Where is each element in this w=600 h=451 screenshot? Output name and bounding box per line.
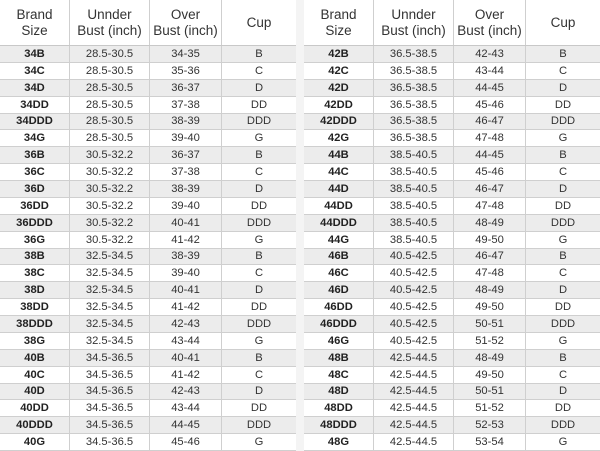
- cell-over-bust: 50-51: [454, 384, 526, 400]
- cell-cup: DD: [554, 301, 572, 314]
- header-cup: Cup: [246, 14, 272, 30]
- table-row: [0, 299, 296, 316]
- cell-over-bust: 45-46: [454, 164, 526, 180]
- cell-brand-size: 36G: [0, 232, 70, 248]
- table-row: [304, 147, 600, 164]
- cell-brand-size: 40DDD: [0, 417, 70, 433]
- cell-under-bust: 28.5-30.5: [70, 114, 150, 130]
- table-row: [304, 434, 600, 451]
- cell-brand-size: 46D: [304, 282, 374, 298]
- cell-cup: C: [558, 368, 568, 381]
- cell-under-bust: 42.5-44.5: [374, 350, 454, 366]
- cell-cup: G: [254, 233, 264, 246]
- cell-under-bust: 42.5-44.5: [374, 384, 454, 400]
- cell-brand-size: 38C: [0, 265, 70, 281]
- table-header: [0, 0, 296, 46]
- cell-brand-size: 46B: [304, 249, 374, 265]
- table-row: [0, 434, 296, 451]
- cell-cup: B: [255, 47, 263, 60]
- cell-brand-size: 40C: [0, 367, 70, 383]
- cell-brand-size: 38DD: [0, 299, 70, 315]
- cell-over-bust: 43-44: [150, 400, 222, 416]
- cell-under-bust: 40.5-42.5: [374, 265, 454, 281]
- cell-brand-size: 42DDD: [304, 114, 374, 130]
- cell-over-bust: 45-46: [454, 97, 526, 113]
- cell-under-bust: 40.5-42.5: [374, 299, 454, 315]
- cell-brand-size: 46G: [304, 333, 374, 349]
- cell-cup: B: [559, 149, 567, 162]
- cell-cup: DD: [250, 301, 268, 314]
- table-row: [0, 316, 296, 333]
- cell-brand-size: 44G: [304, 232, 374, 248]
- table-row: [0, 232, 296, 249]
- cell-brand-size: 42C: [304, 63, 374, 79]
- cell-over-bust: 38-39: [150, 181, 222, 197]
- table-row: [0, 367, 296, 384]
- cell-over-bust: 44-45: [454, 80, 526, 96]
- cell-under-bust: 42.5-44.5: [374, 400, 454, 416]
- table-row: [304, 181, 600, 198]
- cell-under-bust: 28.5-30.5: [70, 63, 150, 79]
- cell-over-bust: 42-43: [150, 316, 222, 332]
- cell-over-bust: 36-37: [150, 147, 222, 163]
- cell-over-bust: 45-46: [150, 434, 222, 450]
- cell-brand-size: 48B: [304, 350, 374, 366]
- cell-under-bust: 28.5-30.5: [70, 130, 150, 146]
- cell-cup: DD: [554, 402, 572, 415]
- cell-brand-size: 36DDD: [0, 215, 70, 231]
- cell-brand-size: 40DD: [0, 400, 70, 416]
- table-row: [0, 198, 296, 215]
- table-row: [0, 46, 296, 63]
- table-row: [304, 63, 600, 80]
- cell-over-bust: 46-47: [454, 181, 526, 197]
- cell-cup: DD: [554, 199, 572, 212]
- cell-under-bust: 32.5-34.5: [70, 333, 150, 349]
- cell-under-bust: 38.5-40.5: [374, 164, 454, 180]
- cell-over-bust: 43-44: [454, 63, 526, 79]
- cell-over-bust: 44-45: [454, 147, 526, 163]
- cell-cup: D: [254, 81, 264, 94]
- cell-under-bust: 34.5-36.5: [70, 350, 150, 366]
- cell-under-bust: 34.5-36.5: [70, 417, 150, 433]
- cell-cup: B: [559, 351, 567, 364]
- cell-under-bust: 36.5-38.5: [374, 130, 454, 146]
- cell-brand-size: 42G: [304, 130, 374, 146]
- table-row: [304, 97, 600, 114]
- size-table-right: [304, 0, 600, 450]
- cell-under-bust: 34.5-36.5: [70, 434, 150, 450]
- cell-over-bust: 39-40: [150, 130, 222, 146]
- cell-over-bust: 34-35: [150, 46, 222, 62]
- cell-over-bust: 53-54: [454, 434, 526, 450]
- cell-cup: B: [559, 47, 567, 60]
- cell-cup: DDD: [550, 419, 576, 432]
- cell-cup: C: [558, 64, 568, 77]
- table-row: [304, 417, 600, 434]
- cell-brand-size: 46C: [304, 265, 374, 281]
- header-under-bust: Unnder Bust (inch): [70, 0, 150, 45]
- table-row: [0, 114, 296, 131]
- cell-brand-size: 40G: [0, 434, 70, 450]
- table-row: [304, 80, 600, 97]
- table-row: [304, 265, 600, 282]
- cell-cup: C: [254, 166, 264, 179]
- cell-over-bust: 44-45: [150, 417, 222, 433]
- cell-over-bust: 49-50: [454, 232, 526, 248]
- cell-brand-size: 44B: [304, 147, 374, 163]
- cell-under-bust: 40.5-42.5: [374, 333, 454, 349]
- cell-brand-size: 38B: [0, 249, 70, 265]
- cell-cup: C: [558, 166, 568, 179]
- cell-over-bust: 48-49: [454, 282, 526, 298]
- cell-over-bust: 41-42: [150, 232, 222, 248]
- table-row: [304, 333, 600, 350]
- cell-over-bust: 48-49: [454, 350, 526, 366]
- cell-brand-size: 46DD: [304, 299, 374, 315]
- cell-brand-size: 34DDD: [0, 114, 70, 130]
- cell-over-bust: 52-53: [454, 417, 526, 433]
- cell-over-bust: 51-52: [454, 400, 526, 416]
- header-over-bust: Over Bust (inch): [150, 0, 222, 45]
- cell-under-bust: 34.5-36.5: [70, 367, 150, 383]
- cell-cup: G: [558, 233, 568, 246]
- cell-cup: D: [558, 385, 568, 398]
- cell-cup: D: [254, 284, 264, 297]
- cell-brand-size: 40B: [0, 350, 70, 366]
- cell-brand-size: 38DDD: [0, 316, 70, 332]
- cell-cup: D: [558, 182, 568, 195]
- header-brand-size: Brand Size: [0, 0, 70, 45]
- table-row: [0, 147, 296, 164]
- cell-cup: DD: [250, 402, 268, 415]
- cell-cup: B: [559, 250, 567, 263]
- table-row: [304, 350, 600, 367]
- cell-brand-size: 34D: [0, 80, 70, 96]
- table-row: [0, 417, 296, 434]
- cell-under-bust: 32.5-34.5: [70, 249, 150, 265]
- cell-cup: B: [255, 351, 263, 364]
- cell-over-bust: 38-39: [150, 249, 222, 265]
- table-body: [0, 46, 296, 451]
- cell-brand-size: 34DD: [0, 97, 70, 113]
- cell-over-bust: 40-41: [150, 350, 222, 366]
- cell-under-bust: 36.5-38.5: [374, 97, 454, 113]
- cell-under-bust: 40.5-42.5: [374, 249, 454, 265]
- header-cup: Cup: [550, 14, 576, 30]
- cell-cup: D: [558, 81, 568, 94]
- cell-brand-size: 36D: [0, 181, 70, 197]
- table-row: [0, 181, 296, 198]
- cell-cup: B: [255, 149, 263, 162]
- table-row: [304, 282, 600, 299]
- cell-over-bust: 51-52: [454, 333, 526, 349]
- cell-cup: B: [255, 250, 263, 263]
- cell-under-bust: 36.5-38.5: [374, 114, 454, 130]
- cell-brand-size: 46DDD: [304, 316, 374, 332]
- table-row: [304, 198, 600, 215]
- cell-under-bust: 34.5-36.5: [70, 384, 150, 400]
- cell-brand-size: 48DD: [304, 400, 374, 416]
- cell-over-bust: 42-43: [454, 46, 526, 62]
- table-body: [304, 46, 600, 451]
- table-row: [304, 232, 600, 249]
- table-row: [0, 130, 296, 147]
- cell-over-bust: 49-50: [454, 299, 526, 315]
- cell-under-bust: 36.5-38.5: [374, 63, 454, 79]
- cell-under-bust: 40.5-42.5: [374, 282, 454, 298]
- cell-brand-size: 44DD: [304, 198, 374, 214]
- table-row: [304, 384, 600, 401]
- cell-over-bust: 40-41: [150, 215, 222, 231]
- cell-under-bust: 38.5-40.5: [374, 232, 454, 248]
- cell-cup: DD: [250, 199, 268, 212]
- cell-under-bust: 36.5-38.5: [374, 80, 454, 96]
- cell-cup: D: [558, 284, 568, 297]
- cell-under-bust: 38.5-40.5: [374, 198, 454, 214]
- cell-under-bust: 38.5-40.5: [374, 147, 454, 163]
- cell-brand-size: 44D: [304, 181, 374, 197]
- cell-brand-size: 34B: [0, 46, 70, 62]
- table-row: [0, 63, 296, 80]
- table-row: [304, 367, 600, 384]
- cell-under-bust: 34.5-36.5: [70, 400, 150, 416]
- cell-brand-size: 34G: [0, 130, 70, 146]
- cell-over-bust: 47-48: [454, 265, 526, 281]
- cell-over-bust: 37-38: [150, 164, 222, 180]
- cell-brand-size: 42D: [304, 80, 374, 96]
- cell-cup: C: [254, 267, 264, 280]
- table-row: [0, 164, 296, 181]
- cell-over-bust: 38-39: [150, 114, 222, 130]
- cell-over-bust: 40-41: [150, 282, 222, 298]
- size-table-left: [0, 0, 296, 450]
- cell-cup: G: [558, 334, 568, 347]
- cell-over-bust: 49-50: [454, 367, 526, 383]
- cell-cup: DDD: [550, 115, 576, 128]
- cell-brand-size: 48DDD: [304, 417, 374, 433]
- cell-cup: C: [558, 267, 568, 280]
- cell-under-bust: 28.5-30.5: [70, 97, 150, 113]
- cell-over-bust: 47-48: [454, 198, 526, 214]
- table-row: [0, 265, 296, 282]
- cell-cup: G: [558, 436, 568, 449]
- cell-cup: DDD: [246, 317, 272, 330]
- cell-over-bust: 48-49: [454, 215, 526, 231]
- cell-cup: DDD: [246, 419, 272, 432]
- cell-over-bust: 41-42: [150, 299, 222, 315]
- cell-cup: G: [254, 132, 264, 145]
- cell-brand-size: 42DD: [304, 97, 374, 113]
- table-row: [0, 333, 296, 350]
- table-row: [0, 215, 296, 232]
- cell-under-bust: 40.5-42.5: [374, 316, 454, 332]
- table-row: [304, 400, 600, 417]
- cell-under-bust: 30.5-32.2: [70, 215, 150, 231]
- cell-under-bust: 30.5-32.2: [70, 147, 150, 163]
- cell-brand-size: 34C: [0, 63, 70, 79]
- cell-cup: DD: [554, 98, 572, 111]
- cell-brand-size: 48D: [304, 384, 374, 400]
- table-header: [304, 0, 600, 46]
- table-row: [0, 97, 296, 114]
- cell-over-bust: 43-44: [150, 333, 222, 349]
- cell-over-bust: 46-47: [454, 249, 526, 265]
- cell-cup: C: [254, 368, 264, 381]
- cell-over-bust: 41-42: [150, 367, 222, 383]
- cell-under-bust: 42.5-44.5: [374, 434, 454, 450]
- cell-cup: DD: [250, 98, 268, 111]
- cell-under-bust: 32.5-34.5: [70, 265, 150, 281]
- cell-cup: C: [254, 64, 264, 77]
- table-row: [304, 164, 600, 181]
- cell-cup: DDD: [550, 317, 576, 330]
- cell-cup: D: [254, 182, 264, 195]
- table-row: [0, 282, 296, 299]
- header-under-bust: Unnder Bust (inch): [374, 0, 454, 45]
- cell-brand-size: 36B: [0, 147, 70, 163]
- table-row: [304, 299, 600, 316]
- cell-cup: G: [254, 436, 264, 449]
- cell-brand-size: 48G: [304, 434, 374, 450]
- cell-brand-size: 38D: [0, 282, 70, 298]
- table-row: [0, 384, 296, 401]
- cell-brand-size: 42B: [304, 46, 374, 62]
- cell-cup: G: [254, 334, 264, 347]
- header-brand-size: Brand Size: [304, 0, 374, 45]
- cell-over-bust: 50-51: [454, 316, 526, 332]
- table-row: [0, 350, 296, 367]
- cell-brand-size: 40D: [0, 384, 70, 400]
- cell-under-bust: 30.5-32.2: [70, 164, 150, 180]
- cell-brand-size: 38G: [0, 333, 70, 349]
- cell-cup: DDD: [550, 216, 576, 229]
- cell-under-bust: 30.5-32.2: [70, 232, 150, 248]
- cell-over-bust: 47-48: [454, 130, 526, 146]
- cell-brand-size: 44DDD: [304, 215, 374, 231]
- cell-brand-size: 36DD: [0, 198, 70, 214]
- table-row: [304, 114, 600, 131]
- cell-under-bust: 28.5-30.5: [70, 46, 150, 62]
- cell-under-bust: 30.5-32.2: [70, 198, 150, 214]
- cell-over-bust: 39-40: [150, 198, 222, 214]
- cell-under-bust: 42.5-44.5: [374, 417, 454, 433]
- cell-over-bust: 42-43: [150, 384, 222, 400]
- cell-under-bust: 30.5-32.2: [70, 181, 150, 197]
- cell-brand-size: 44C: [304, 164, 374, 180]
- table-row: [0, 249, 296, 266]
- table-row: [304, 249, 600, 266]
- cell-under-bust: 38.5-40.5: [374, 215, 454, 231]
- cell-under-bust: 36.5-38.5: [374, 46, 454, 62]
- cell-under-bust: 32.5-34.5: [70, 316, 150, 332]
- cell-cup: G: [558, 132, 568, 145]
- cell-under-bust: 28.5-30.5: [70, 80, 150, 96]
- table-row: [304, 130, 600, 147]
- cell-over-bust: 36-37: [150, 80, 222, 96]
- cell-cup: D: [254, 385, 264, 398]
- cell-under-bust: 32.5-34.5: [70, 299, 150, 315]
- cell-over-bust: 46-47: [454, 114, 526, 130]
- cell-brand-size: 48C: [304, 367, 374, 383]
- table-row: [0, 80, 296, 97]
- cell-under-bust: 38.5-40.5: [374, 181, 454, 197]
- table-row: [304, 316, 600, 333]
- cell-over-bust: 37-38: [150, 97, 222, 113]
- table-row: [304, 46, 600, 63]
- table-row: [0, 400, 296, 417]
- cell-cup: DDD: [246, 115, 272, 128]
- cell-under-bust: 42.5-44.5: [374, 367, 454, 383]
- cell-cup: DDD: [246, 216, 272, 229]
- cell-over-bust: 39-40: [150, 265, 222, 281]
- table-row: [304, 215, 600, 232]
- cell-brand-size: 36C: [0, 164, 70, 180]
- header-over-bust: Over Bust (inch): [454, 0, 526, 45]
- cell-over-bust: 35-36: [150, 63, 222, 79]
- cell-under-bust: 32.5-34.5: [70, 282, 150, 298]
